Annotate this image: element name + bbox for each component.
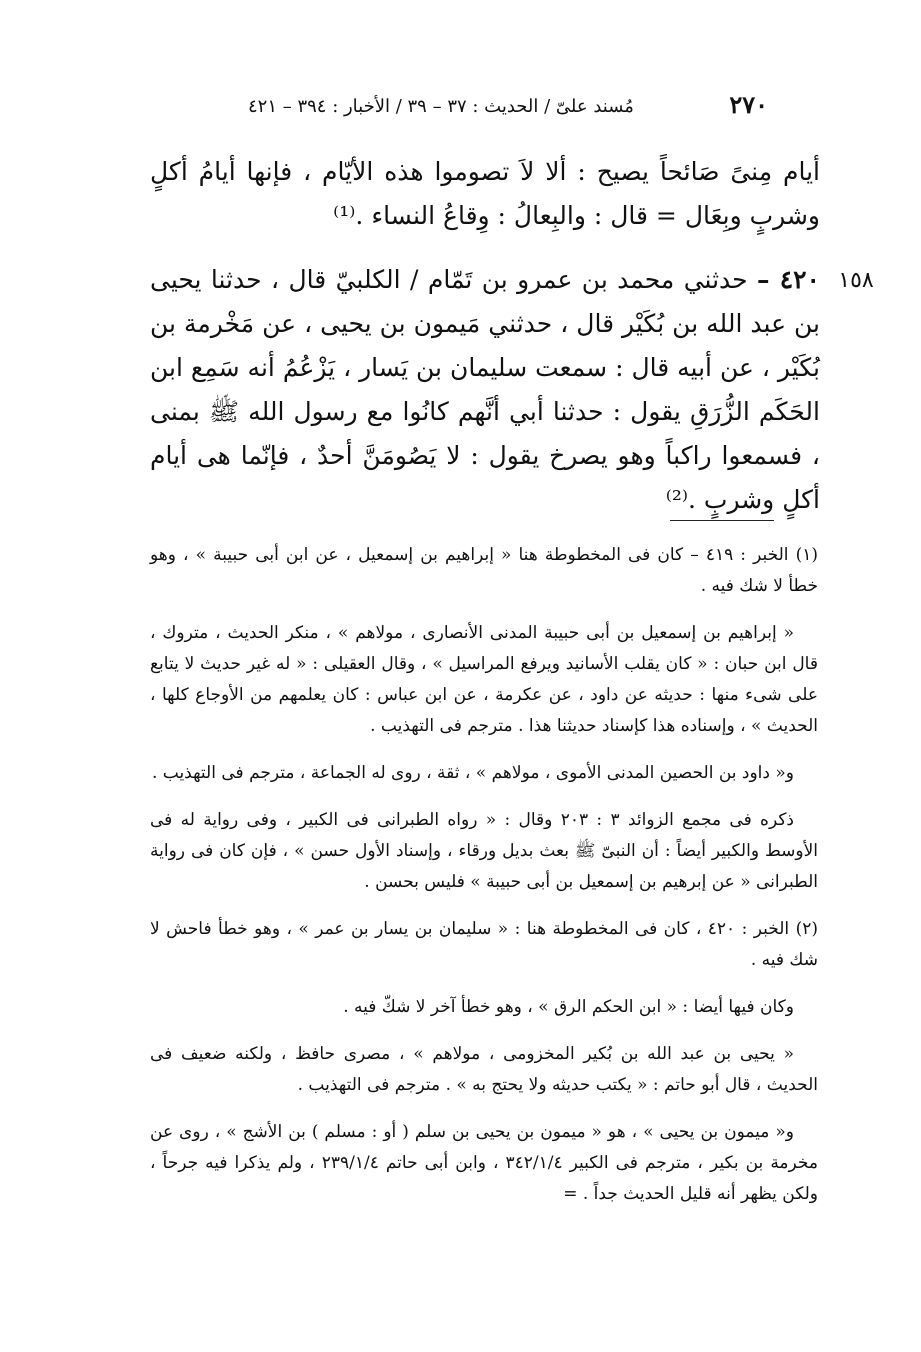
footnote-2: (٢) الخبر : ٤٢٠ ، كان فى المخطوطة هنا : « سليمان بن يسار بن عمر » ، وهو خطأ فاحش لا شك فيه . xyxy=(150,919,818,970)
footnote-2-paragraph-2: وكان فيها أيضا : « ابن الحكم الرق » ، وهو خطأ آخر لا شكّ فيه . xyxy=(343,997,794,1017)
footnote-1-paragraph-3: و« داود بن الحصين المدنى الأموى ، مولاهم » ، ثقة ، روى له الجماعة ، مترجم فى التهذيب . xyxy=(151,763,794,783)
hadith-paragraph xyxy=(150,258,820,522)
footnote-separator xyxy=(670,520,774,521)
footnote-1-paragraph-4: ذكره فى مجمع الزوائد ٣ : ٢٠٣ وقال : « رواه الطبرانى فى الكبير ، وفى رواية له فى الأوسط والكبير أيضاً : أن النبىّ ﷺ بعث بديل ورقاء ، وإسناد الأول حسن » ، فإن كان فى رواية الطبرانى « عن إبرهيم بن إسمعيل بن أبى حبيبة » فليس بحسن . xyxy=(150,810,818,892)
hadith-number: ٤٢٠ – xyxy=(757,265,820,294)
hadith-text: حدثني محمد بن عمرو بن تَمّام / الكلبيّ قال ، حدثنا يحيى بن عبد الله بن بُكَيْر قال ، حدثني مَيمون بن يحيى ، عن مَخْرمة بن بُكَيْر ، عن أبيه قال : سمعت سليمان بن يَسار ، يَزْعُمُ أنه سَمِع ابن الحَكَم الزُّرَقِ يقول : حدثنا أبي أنَّهم كانُوا مع رسول الله ﷺ بمنى ، فسمعوا راكباً وهو يصرخ يقول : لا يَصُومَنَّ أحدٌ ، فإنّما هى أيام أكلٍ وشربٍ .⁽²⁾ xyxy=(150,265,820,514)
footnotes xyxy=(150,540,818,1226)
footnote-1: (١) الخبر : ٤١٩ – كان فى المخطوطة هنا « إبراهيم بن إسمعيل ، عن ابن أبى حبيبة » ، وهو خطأ لا شك فيه . xyxy=(150,545,818,596)
footnote-1-paragraph-2: « إبراهيم بن إسمعيل بن أبى حبيبة المدنى الأنصارى ، مولاهم » ، منكر الحديث ، متروك ، قال ابن حبان : « كان يقلب الأسانيد ويرفع المراسيل » ، وقال العقيلى : « له غير حديث لا يتابع على شىء منها : حديثه عن داود ، عن عكرمة ، عن ابن عباس : كان يعلمهم من الأوجاع كلها ، الحديث » ، وإسناده هذا كإسناد حديثنا هذا . مترجم فى التهذيب . xyxy=(150,623,818,736)
page-number: ٢٧٠ xyxy=(729,90,768,119)
running-title: مُسند علىّ / الحديث : ٣٧ – ٣٩ / الأخبار : ٣٩٤ – ٤٢١ xyxy=(248,96,634,117)
footnote-2-paragraph-3: « يحيى بن عبد الله بن بُكير المخزومى ، مولاهم » ، مصرى حافظ ، ولكنه ضعيف فى الحديث ، قال أبو حاتم : « يكتب حديثه ولا يحتج به » . مترجم فى التهذيب . xyxy=(150,1044,818,1095)
page-header xyxy=(248,90,768,130)
footnote-2-paragraph-4: و« ميمون بن يحيى » ، هو « ميمون بن يحيى بن سلم ( أو : مسلم ) بن الأشج » ، روى عن مخرمة بن بكير ، مترجم فى الكبير ٣٤٢/١/٤ ، وابن أبى حاتم ٢٣٩/١/٤ ، ولم يذكرا فيه جرحاً ، ولكن يظهر أنه قليل الحديث جداً . = xyxy=(150,1122,819,1204)
continuation-paragraph: أيام مِنىً صَائحاً يصيح : ألا لاَ تصوموا هذه الأيّام ، فإنها أيامُ أكلٍ وشربٍ وبِعَال = قال : والبِعالُ : وِقاعُ النساء .⁽¹⁾ xyxy=(150,157,820,230)
margin-page-number: ١٥٨ xyxy=(838,268,874,293)
